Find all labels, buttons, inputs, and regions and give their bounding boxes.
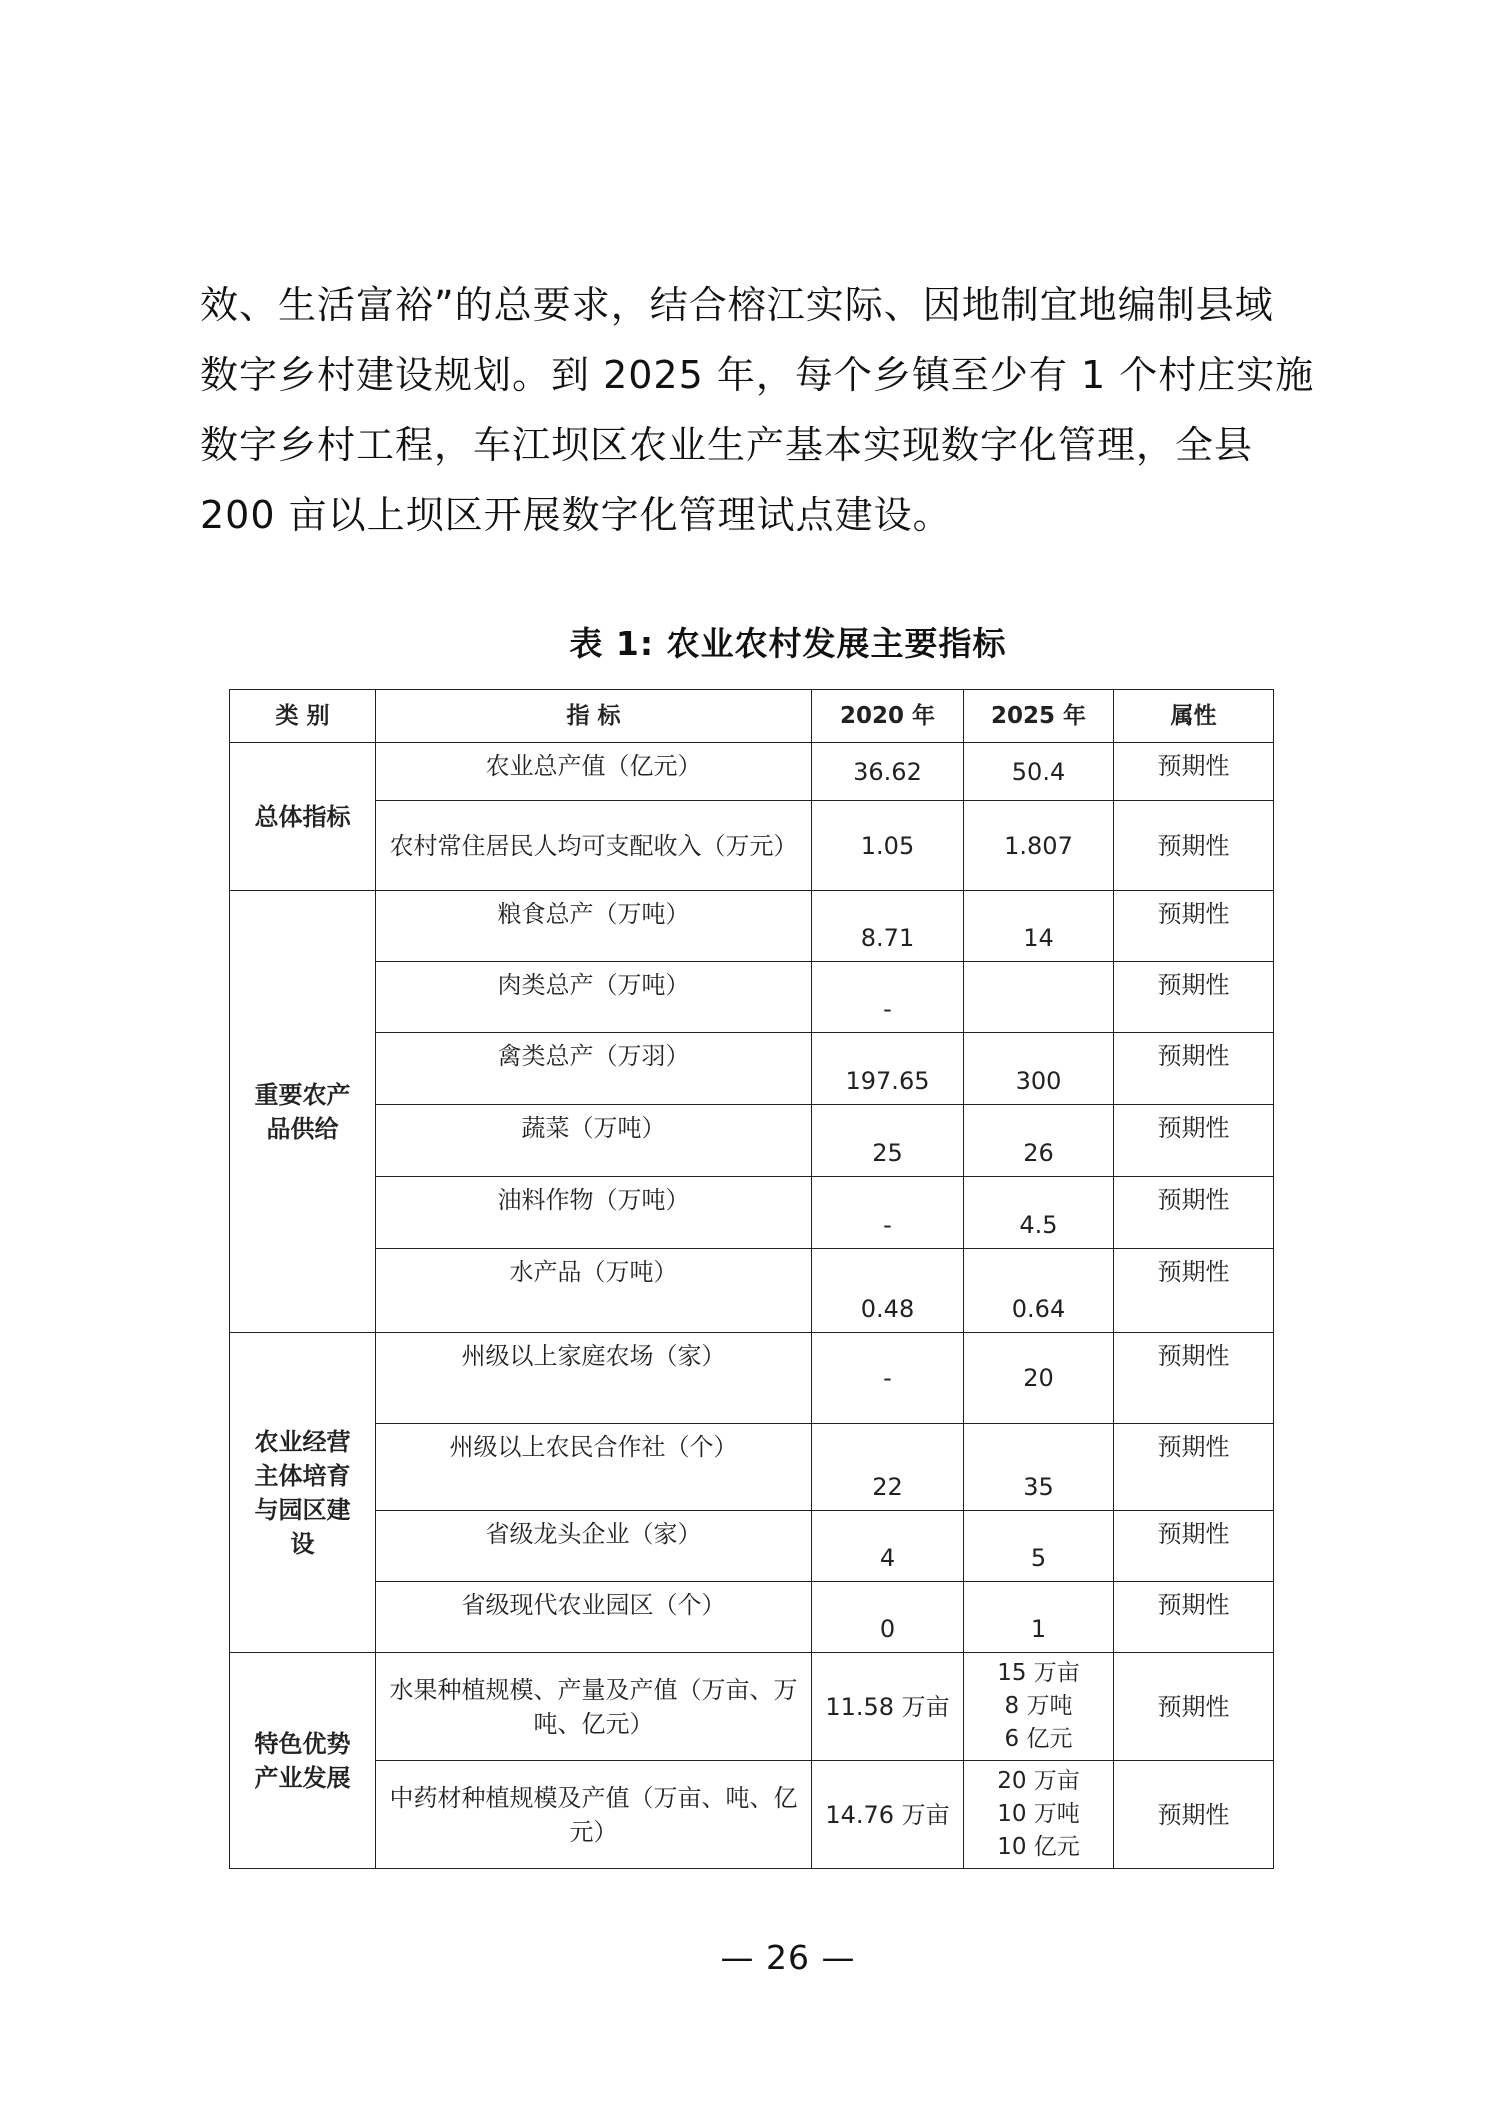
value-2025-cell	[964, 962, 1114, 1033]
value-2025-cell	[964, 1653, 1114, 1761]
table-row	[230, 891, 1274, 962]
category-cell: 总体指标	[230, 743, 376, 891]
header-indicator: 指 标	[376, 690, 812, 743]
attribute-cell: 预期性	[1114, 1424, 1274, 1511]
value-2020-cell: -	[812, 1177, 964, 1249]
indicator-cell: 省级现代农业园区（个）	[376, 1582, 812, 1653]
value-2020-cell: 8.71	[812, 891, 964, 962]
value-2025-cell: 5	[964, 1511, 1114, 1582]
value-2020-cell: 22	[812, 1424, 964, 1511]
category-text: 农业经营主体培育与园区建设	[254, 1427, 351, 1558]
indicator-cell: 农村常住居民人均可支配收入（万元）	[376, 801, 812, 891]
category-cell	[230, 891, 376, 1333]
table-row	[230, 1249, 1274, 1333]
value-2020-cell: 1.05	[812, 801, 964, 891]
value-2020-cell: -	[812, 1333, 964, 1424]
page-number: — 26 —	[720, 1938, 856, 1977]
indicator-cell: 水果种植规模、产量及产值（万亩、万吨、亿元）	[376, 1653, 812, 1761]
table-row	[230, 1177, 1274, 1249]
table-row	[230, 962, 1274, 1033]
attribute-cell: 预期性	[1114, 1033, 1274, 1105]
value-2020-cell: -	[812, 962, 964, 1033]
attribute-cell: 预期性	[1114, 1761, 1274, 1869]
body-line: 数字乡村工程，车江坝区农业生产基本实现数字化管理，全县	[200, 423, 1254, 467]
value-2025-cell: 14	[964, 891, 1114, 962]
attribute-cell: 预期性	[1114, 891, 1274, 962]
table-row	[230, 1582, 1274, 1653]
indicator-cell: 省级龙头企业（家）	[376, 1511, 812, 1582]
body-paragraph	[200, 270, 1315, 550]
value-2025-cell: 1	[964, 1582, 1114, 1653]
table-row	[230, 1424, 1274, 1511]
attribute-cell: 预期性	[1114, 1105, 1274, 1177]
table-row	[230, 1333, 1274, 1424]
attribute-cell: 预期性	[1114, 1333, 1274, 1424]
indicator-cell: 州级以上家庭农场（家）	[376, 1333, 812, 1424]
value-line: 15 万亩	[997, 1660, 1080, 1686]
value-2025-cell: 50.4	[964, 743, 1114, 801]
category-cell	[230, 1653, 376, 1869]
value-2020-cell: 4	[812, 1511, 964, 1582]
value-2020-cell: 0	[812, 1582, 964, 1653]
table-header-row	[230, 690, 1274, 743]
value-2025-cell: 1.807	[964, 801, 1114, 891]
value-line: 8 万吨	[1004, 1693, 1073, 1719]
category-text: 特色优势产业发展	[254, 1729, 351, 1792]
body-line: 效、生活富裕”的总要求，结合榕江实际、因地制宜地编制县域	[200, 283, 1274, 327]
header-2025: 2025 年	[964, 690, 1114, 743]
table-row	[230, 1105, 1274, 1177]
value-line: 6 亿元	[1004, 1726, 1073, 1752]
table-row	[230, 743, 1274, 801]
header-attribute: 属性	[1114, 690, 1274, 743]
indicator-cell: 禽类总产（万羽）	[376, 1033, 812, 1105]
attribute-cell: 预期性	[1114, 1653, 1274, 1761]
indicator-cell: 粮食总产（万吨）	[376, 891, 812, 962]
table-row	[230, 801, 1274, 891]
indicator-cell: 油料作物（万吨）	[376, 1177, 812, 1249]
value-2020-cell: 25	[812, 1105, 964, 1177]
table-row	[230, 1033, 1274, 1105]
attribute-cell: 预期性	[1114, 1511, 1274, 1582]
value-2020-cell: 14.76 万亩	[812, 1761, 964, 1869]
value-line: 20 万亩	[997, 1768, 1080, 1794]
indicator-cell: 农业总产值（亿元）	[376, 743, 812, 801]
value-2020-cell: 197.65	[812, 1033, 964, 1105]
value-2025-cell: 35	[964, 1424, 1114, 1511]
indicator-cell: 肉类总产（万吨）	[376, 962, 812, 1033]
attribute-cell: 预期性	[1114, 1177, 1274, 1249]
indicator-cell: 水产品（万吨）	[376, 1249, 812, 1333]
value-2025-cell: 26	[964, 1105, 1114, 1177]
indicator-cell: 州级以上农民合作社（个）	[376, 1424, 812, 1511]
attribute-cell: 预期性	[1114, 962, 1274, 1033]
value-2025-cell: 300	[964, 1033, 1114, 1105]
value-2020-cell: 11.58 万亩	[812, 1653, 964, 1761]
attribute-cell: 预期性	[1114, 1582, 1274, 1653]
value-2020-cell: 0.48	[812, 1249, 964, 1333]
attribute-cell: 预期性	[1114, 743, 1274, 801]
attribute-cell: 预期性	[1114, 801, 1274, 891]
category-cell	[230, 1333, 376, 1653]
indicator-table	[229, 689, 1274, 1869]
value-2025-cell: 0.64	[964, 1249, 1114, 1333]
category-text: 重要农产品供给	[254, 1080, 351, 1143]
header-category: 类 别	[230, 690, 376, 743]
table-row	[230, 1511, 1274, 1582]
value-2025-cell: 20	[964, 1333, 1114, 1424]
value-2020-cell: 36.62	[812, 743, 964, 801]
table-row	[230, 1761, 1274, 1869]
body-line: 200 亩以上坝区开展数字化管理试点建设。	[200, 493, 952, 537]
table-row	[230, 1653, 1274, 1761]
attribute-cell: 预期性	[1114, 1249, 1274, 1333]
value-line: 10 亿元	[997, 1834, 1080, 1860]
value-line: 10 万吨	[997, 1801, 1080, 1827]
value-2025-cell	[964, 1761, 1114, 1869]
header-2020: 2020 年	[812, 690, 964, 743]
body-line: 数字乡村建设规划。到 2025 年，每个乡镇至少有 1 个村庄实施	[200, 353, 1315, 397]
indicator-cell: 蔬菜（万吨）	[376, 1105, 812, 1177]
indicator-cell: 中药材种植规模及产值（万亩、吨、亿元）	[376, 1761, 812, 1869]
value-2025-cell: 4.5	[964, 1177, 1114, 1249]
table-caption: 表 1: 农业农村发展主要指标	[569, 624, 1007, 663]
